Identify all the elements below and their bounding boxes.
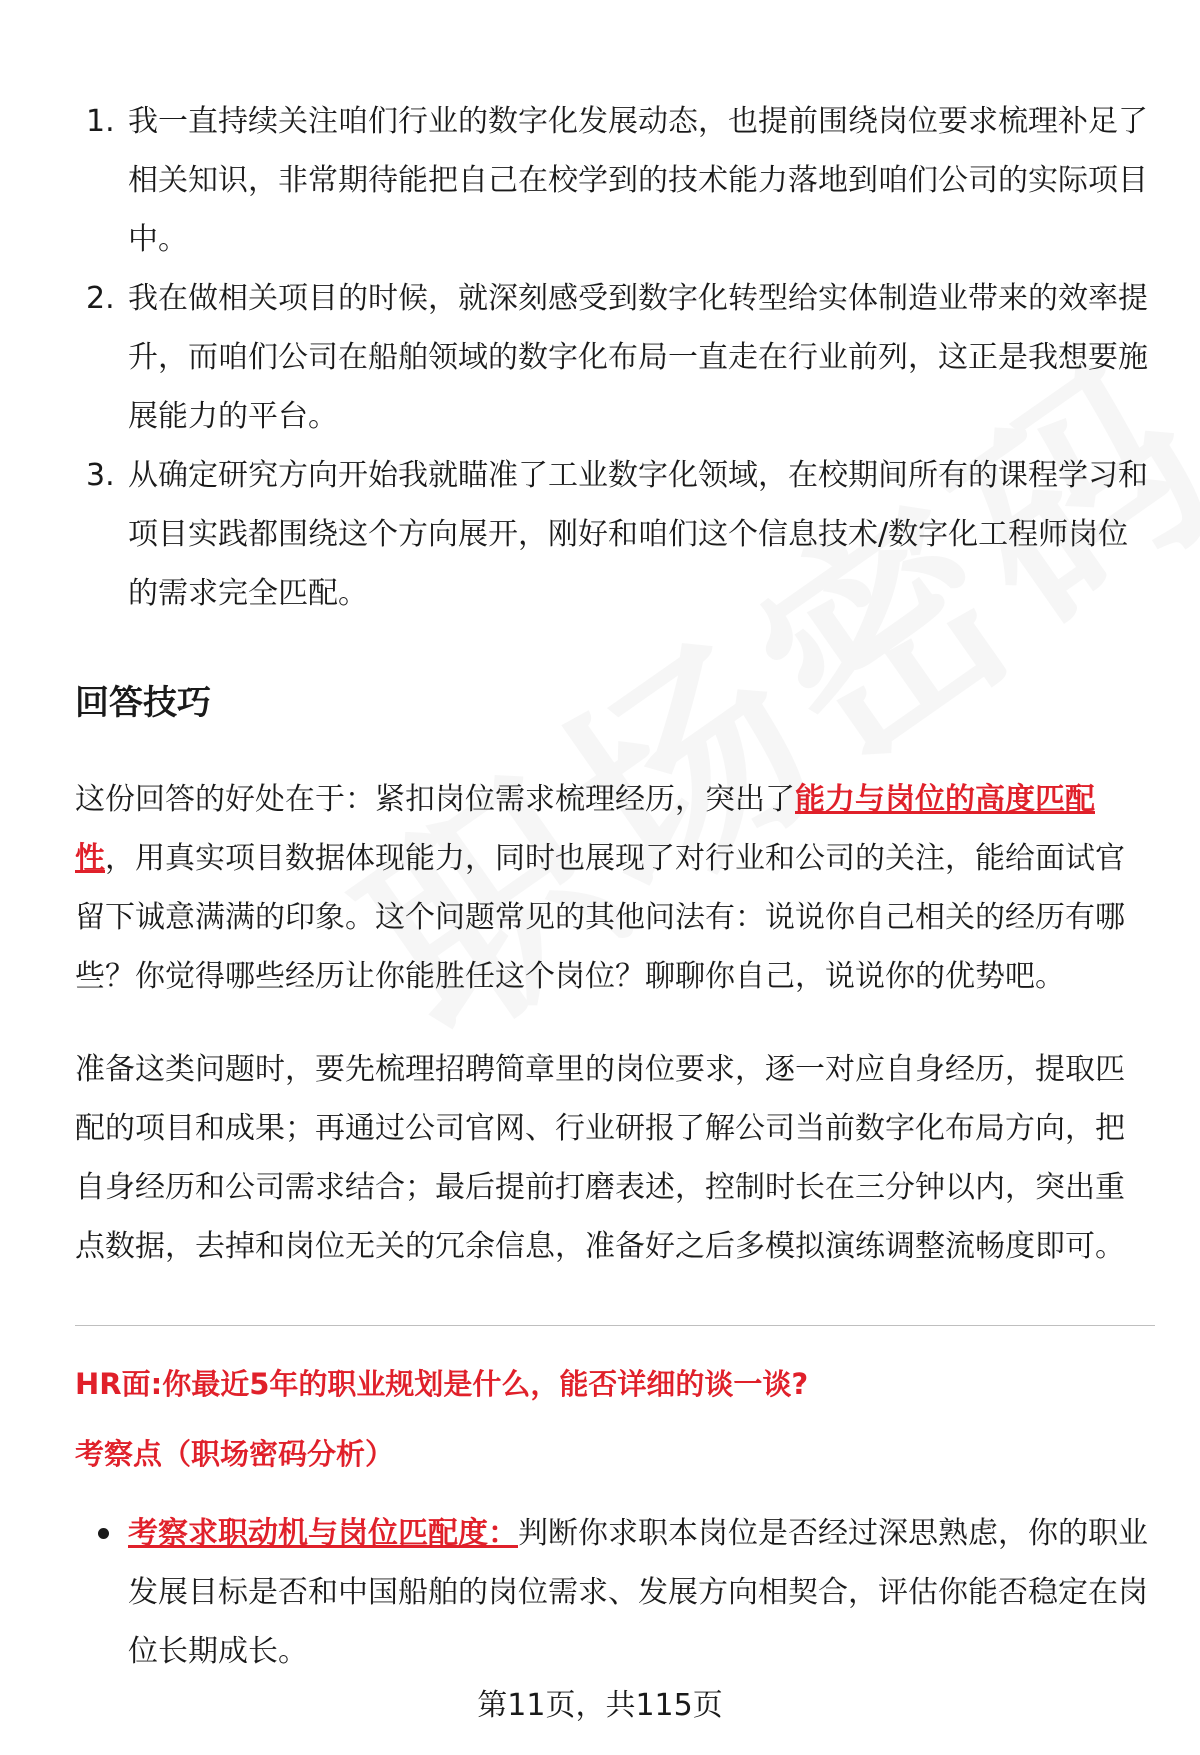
tips-paragraph-1: [75, 770, 1150, 1006]
list-number: 3.: [86, 458, 115, 493]
examine-points-list: [0, 1504, 1200, 1681]
list-number: 1.: [86, 104, 115, 139]
examine-title: 考察点（职场密码分析）: [75, 1437, 395, 1471]
point-text: 判断你求职本岗位是否经过深思熟虑，你的职业发展目标是否和中国船舶的岗位需求、发展方向相契合，评估你能否稳定在岗位长期成长。: [128, 1516, 1148, 1669]
question-title: HR面:你最近5年的职业规划是什么，能否详细的谈一谈?: [75, 1367, 809, 1401]
list-number: 2.: [86, 281, 115, 316]
list-item: [86, 269, 1158, 446]
list-item: [128, 1504, 1158, 1681]
highlight-text: 能力与岗位的高度匹配性: [75, 782, 1095, 876]
tips-text-after: ，用真实项目数据体现能力，同时也展现了对行业和公司的关注，能给面试官留下诚意满满的印象。这个问题常见的其他问法有：说说你自己相关的经历有哪些？你觉得哪些经历让你能胜任这个岗位？聊聊你自己，说说你的优势吧。: [75, 841, 1125, 994]
list-item-text: 从确定研究方向开始我就瞄准了工业数字化领域，在校期间所有的课程学习和项目实践都围绕这个方向展开，刚好和咱们这个信息技术/数字化工程师岗位的需求完全匹配。: [128, 458, 1148, 611]
tips-text-before: 这份回答的好处在于：紧扣岗位需求梳理经历，突出了: [75, 782, 795, 817]
reasons-list: [0, 92, 1200, 623]
bullet-icon: [98, 1528, 109, 1539]
list-item: [86, 446, 1158, 623]
point-lead: 考察求职动机与岗位匹配度：: [128, 1516, 518, 1551]
list-item: [86, 92, 1158, 269]
list-item-text: 我在做相关项目的时候，就深刻感受到数字化转型给实体制造业带来的效率提升，而咱们公司在船舶领域的数字化布局一直走在行业前列，这正是我想要施展能力的平台。: [128, 281, 1148, 434]
section-heading: 回答技巧: [75, 683, 211, 723]
page-footer: 第11页，共115页: [477, 1688, 723, 1723]
list-item-text: 我一直持续关注咱们行业的数字化发展动态，也提前围绕岗位要求梳理补足了相关知识，非常期待能把自己在校学到的技术能力落地到咱们公司的实际项目中。: [128, 104, 1148, 257]
tips-paragraph-2: 准备这类问题时，要先梳理招聘简章里的岗位要求，逐一对应自身经历，提取匹配的项目和成果；再通过公司官网、行业研报了解公司当前数字化布局方向，把自身经历和公司需求结合；最后提前打磨表述，控制时长在三分钟以内，突出重点数据，去掉和岗位无关的冗余信息，准备好之后多模拟演练调整流畅度即可。: [75, 1052, 1125, 1264]
divider: [75, 1325, 1155, 1326]
